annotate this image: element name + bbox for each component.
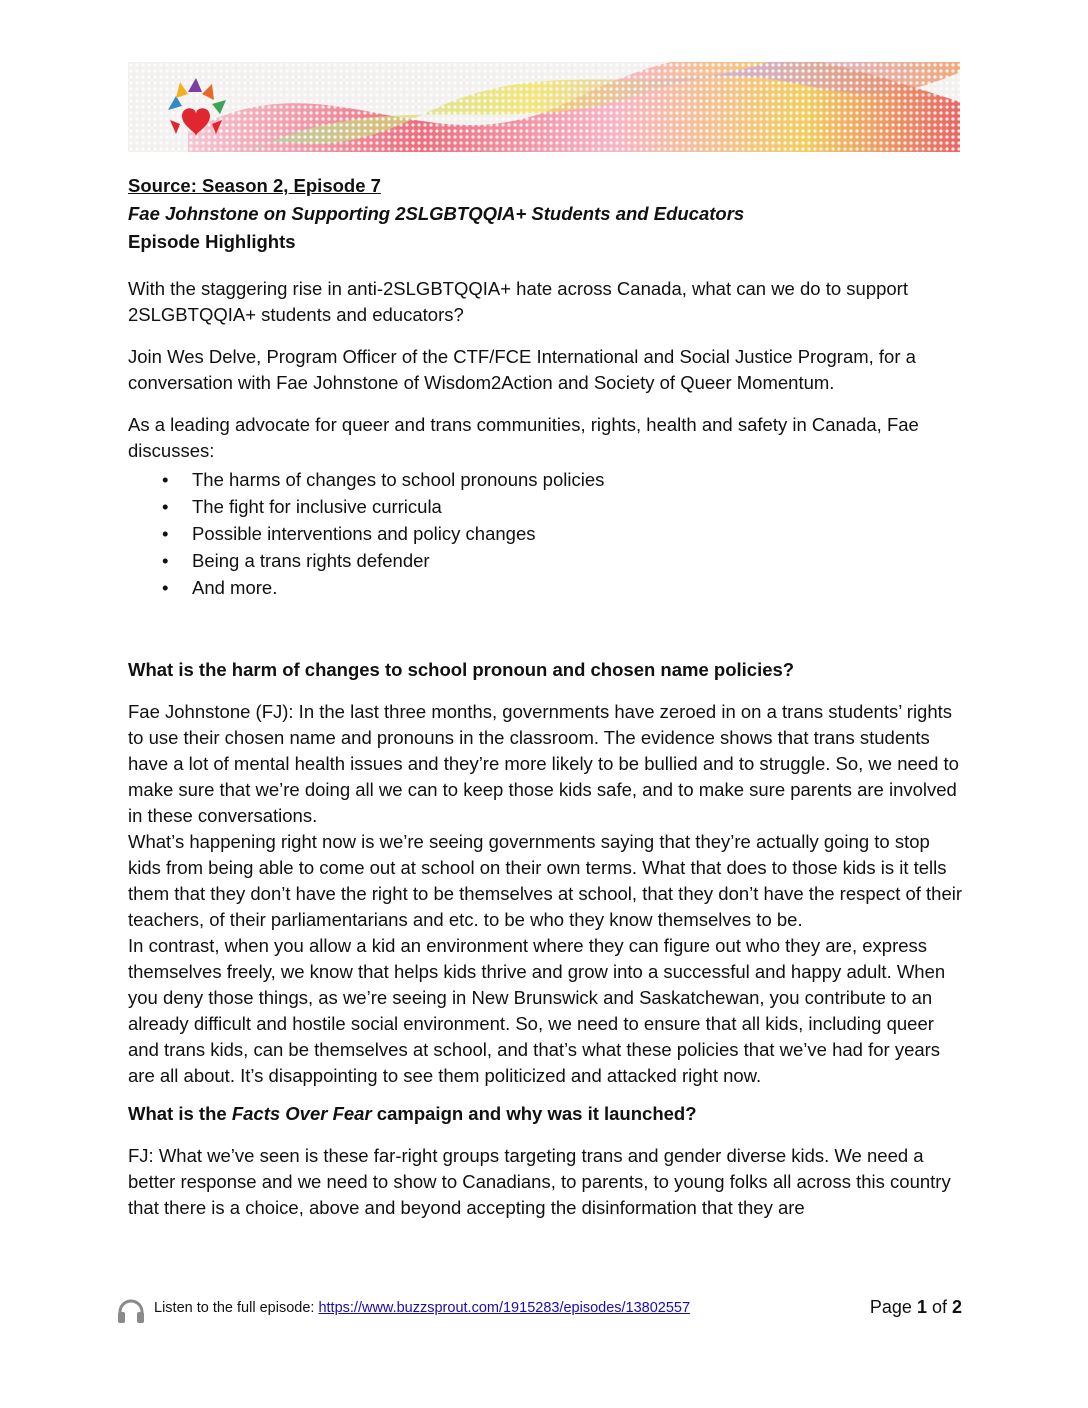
- episode-title: Fae Johnstone on Supporting 2SLGBTQQIA+ Students and Educators: [128, 203, 745, 224]
- question-prefix: What is the: [128, 1103, 232, 1124]
- answer-paragraph: What’s happening right now is we’re seeing governments saying that they’re actually going to stop kids from being able to come out at school on their own terms. What that does to those kids is it tells them that they don’t have the right to be themselves at school, that they don’t have the respect of their teachers, of their parliamentarians and etc. to be who they know themselves to be.: [128, 831, 963, 930]
- question-heading: What is the harm of changes to school pronoun and chosen name policies?: [128, 659, 795, 680]
- footer-listen-text: [154, 1300, 690, 1316]
- page-current: 1: [916, 1297, 927, 1317]
- list-item: • And more.: [192, 574, 964, 601]
- list-item: • The harms of changes to school pronouns policies: [192, 466, 964, 493]
- episode-highlights-heading: Episode Highlights: [128, 231, 296, 252]
- page-footer: [116, 1296, 962, 1324]
- list-item: • Possible interventions and policy changes: [192, 520, 964, 547]
- document-body: [128, 172, 964, 1221]
- headphones-icon: [116, 1298, 146, 1324]
- listen-label: Listen to the full episode:: [154, 1300, 319, 1316]
- episode-link[interactable]: https://www.buzzsprout.com/1915283/episodes/13802557: [318, 1300, 691, 1316]
- page-label: Page: [869, 1297, 917, 1317]
- banner-artwork: [128, 62, 960, 152]
- intro-paragraph: As a leading advocate for queer and trans communities, rights, health and safety in Canada, Fae discusses:: [128, 414, 919, 461]
- answer-paragraph: Fae Johnstone (FJ): In the last three months, governments have zeroed in on a trans students’ rights to use their chosen name and pronouns in the classroom. The evidence shows that trans students have a lot of mental health issues and they’re more likely to be bullied and to struggle. So, we need to make sure that we’re doing all we can to keep those kids safe, and to make sure parents are involved in these conversations.: [128, 701, 959, 826]
- topics-list: [128, 466, 964, 601]
- episode-source: Source: Season 2, Episode 7: [128, 175, 381, 196]
- answer-block: [128, 699, 964, 1089]
- page-of-label: of: [926, 1297, 952, 1317]
- answer-paragraph: FJ: What we’ve seen is these far-right groups targeting trans and gender diverse kids. We need a better response and we need to show to Canadians, to parents, to young folks all across this country that there is a choice, above and beyond accepting the disinformation that they are: [128, 1145, 951, 1218]
- list-item: • Being a trans rights defender: [192, 547, 964, 574]
- question-suffix: campaign and why was it launched?: [371, 1103, 697, 1124]
- list-item: • The fight for inclusive curricula: [192, 493, 964, 520]
- page-total: 2: [951, 1297, 962, 1317]
- intro-paragraph: With the staggering rise in anti-2SLGBTQQIA+ hate across Canada, what can we do to support 2SLGBTQQIA+ students and educators?: [128, 278, 908, 325]
- question-heading: [128, 1101, 964, 1127]
- intro-paragraph: Join Wes Delve, Program Officer of the CTF/FCE International and Social Justice Program, for a conversation with Fae Johnstone of Wisdom2Action and Society of Queer Momentum.: [128, 346, 916, 393]
- answer-paragraph: In contrast, when you allow a kid an environment where they can figure out who they are, express themselves freely, we know that helps kids thrive and grow into a successful and happy adult. When you deny those things, as we’re seeing in New Brunswick and Saskatchewan, you contribute to an already difficult and hostile social environment. So, we need to ensure that all kids, including queer and trans kids, can be themselves at school, and that’s what these policies that we’ve had for years are all about. It’s disappointing to see them politicized and attacked right now.: [128, 935, 946, 1086]
- campaign-name: Facts Over Fear: [231, 1103, 372, 1124]
- page-number: [870, 1297, 962, 1318]
- answer-block: [128, 1143, 964, 1221]
- header-banner: [128, 62, 960, 152]
